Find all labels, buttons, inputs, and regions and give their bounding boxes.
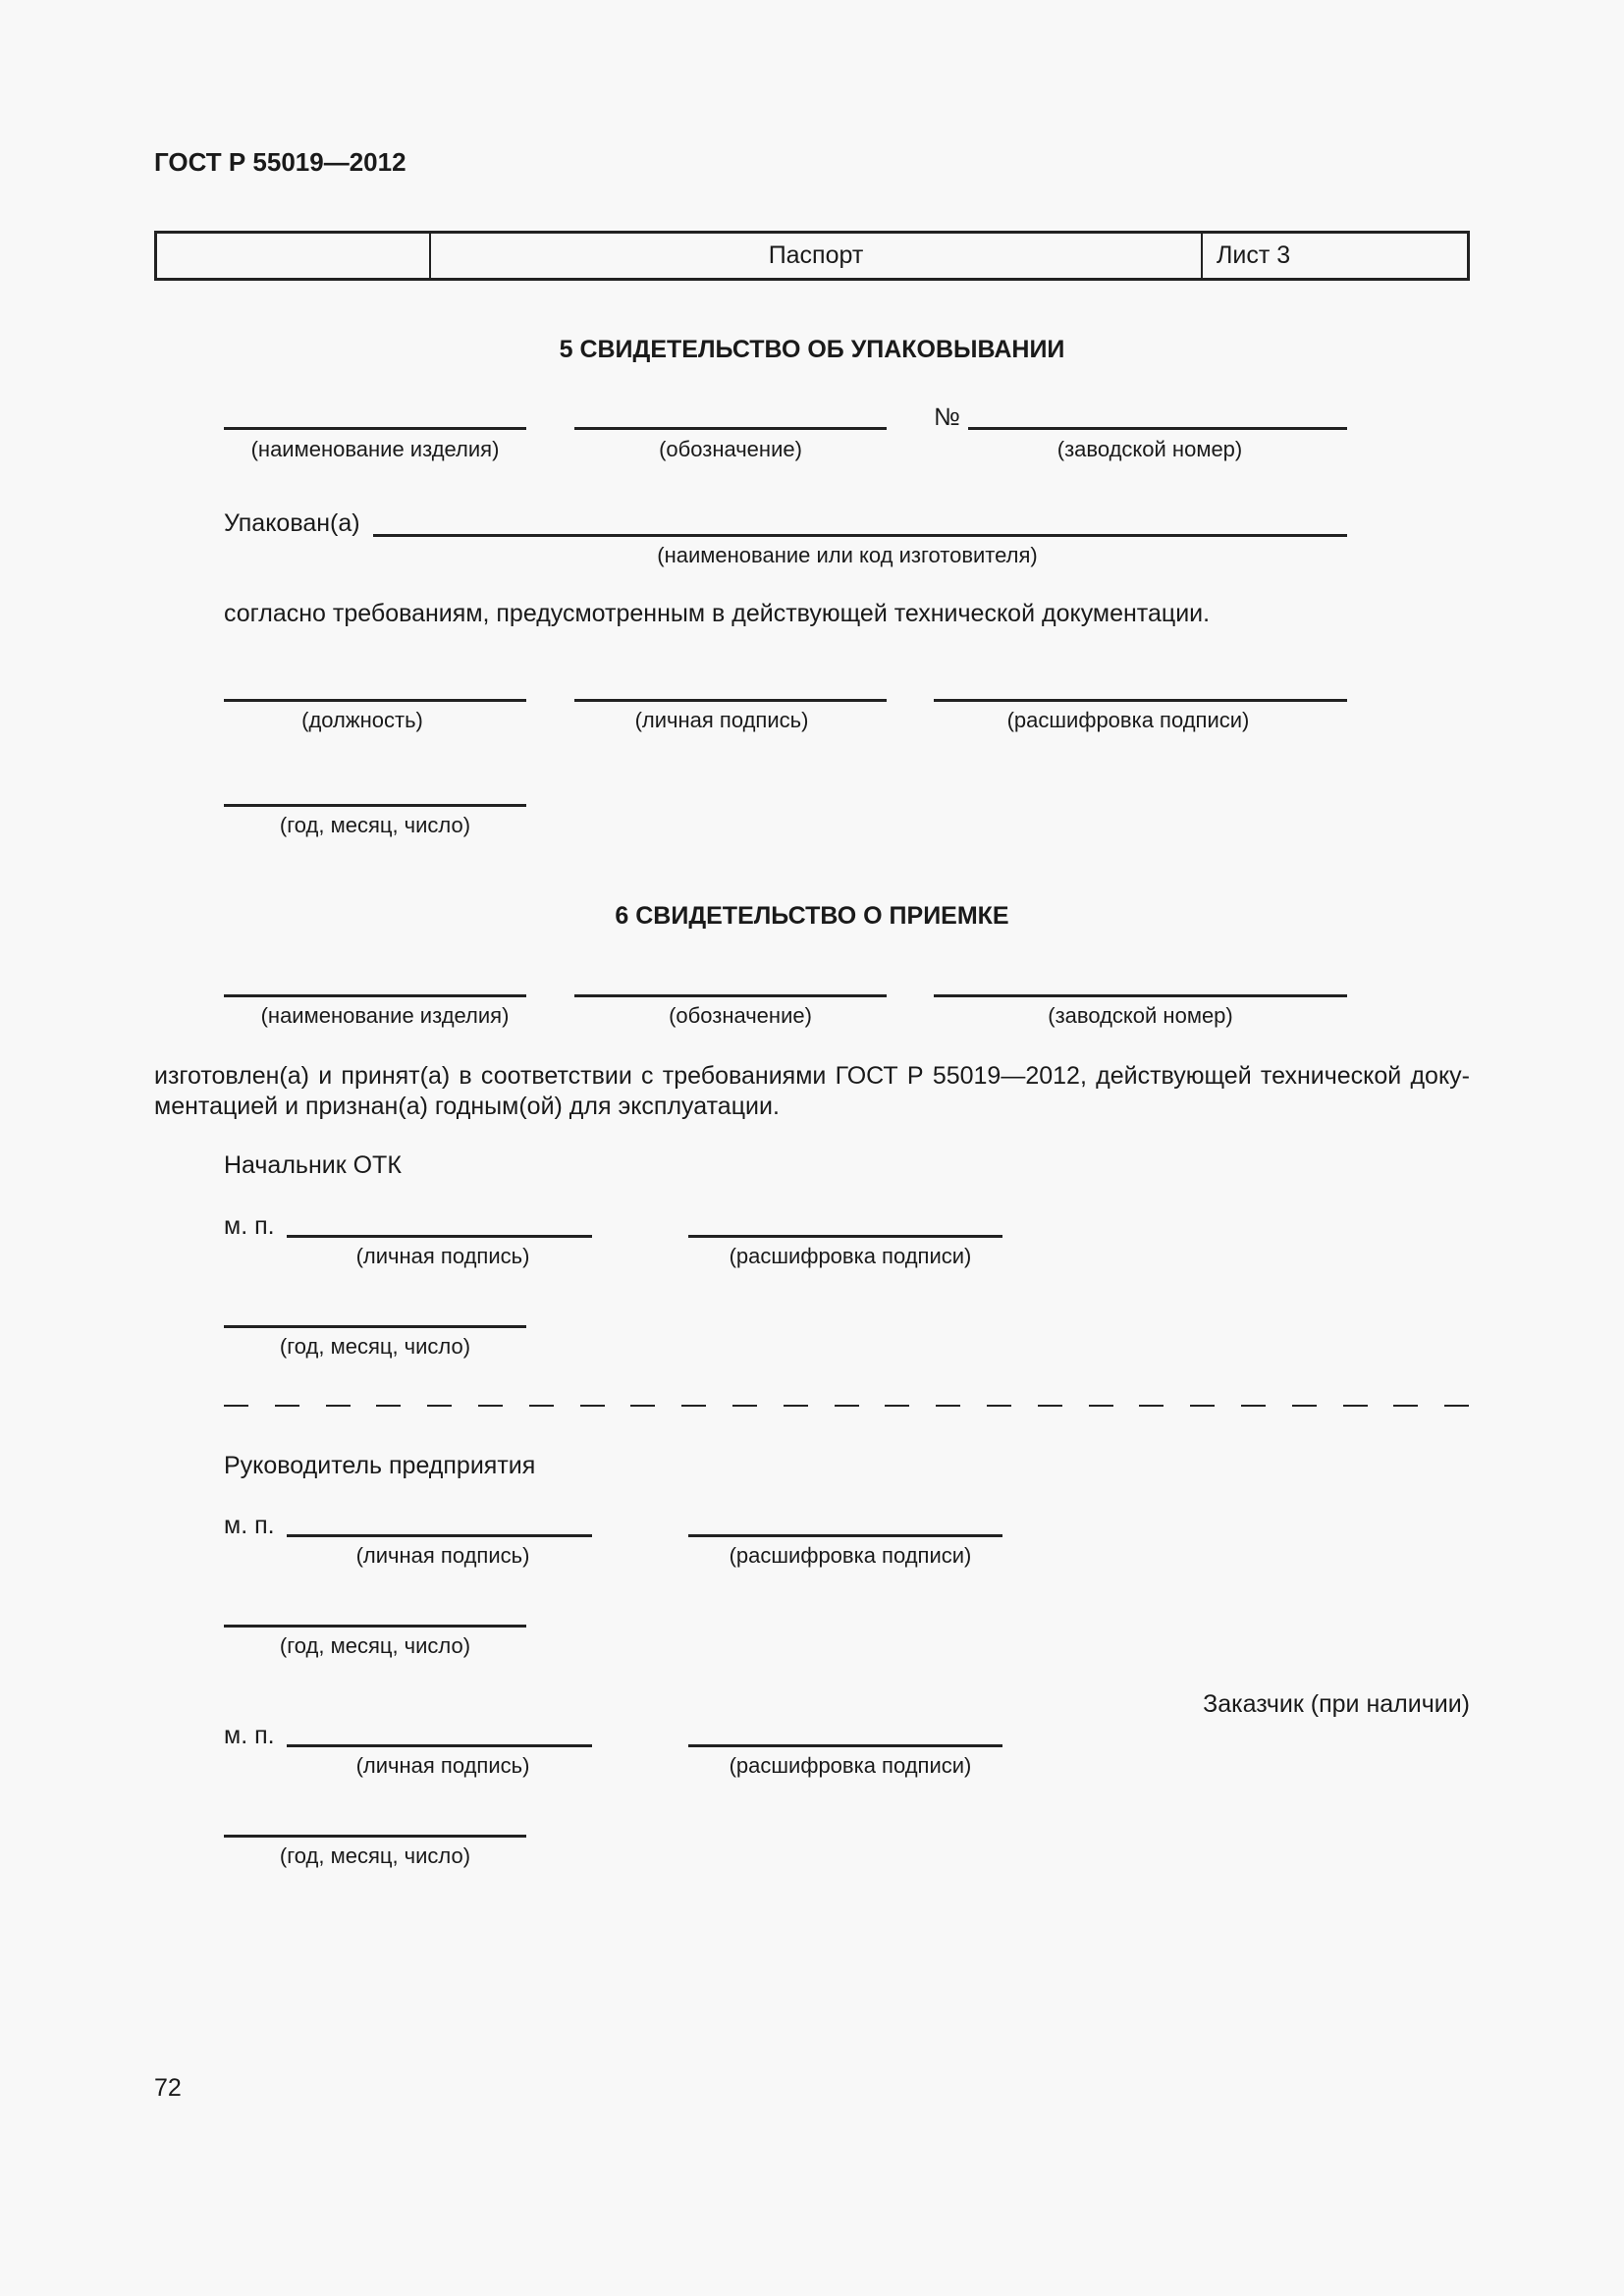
separator-dash — [1089, 1405, 1113, 1407]
caption-designation-2: (обозначение) — [669, 1003, 812, 1028]
passport-table-cell-empty — [157, 234, 431, 278]
separator-dash — [784, 1405, 808, 1407]
caption-product-name: (наименование изделия) — [250, 437, 500, 461]
field-manufacturer-line[interactable] — [373, 534, 1347, 537]
director-decode-line[interactable] — [688, 1534, 1002, 1537]
customer-title: Заказчик (при наличии) — [1203, 1690, 1470, 1718]
document-header: ГОСТ Р 55019—2012 — [154, 147, 406, 177]
caption-signature-decode: (расшифровка подписи) — [1006, 708, 1250, 732]
otk-decode-line[interactable] — [688, 1235, 1002, 1238]
customer-caption-date: (год, месяц, число) — [279, 1843, 471, 1868]
otk-title: Начальник ОТК — [224, 1151, 402, 1179]
separator-dash — [1343, 1405, 1368, 1407]
field-designation-line-2[interactable] — [574, 994, 887, 997]
customer-caption-decode: (расшифровка подписи) — [729, 1753, 972, 1778]
field-product-name-line[interactable] — [224, 427, 526, 430]
separator-dash — [1190, 1405, 1215, 1407]
separator-dash — [580, 1405, 605, 1407]
field-designation-line[interactable] — [574, 427, 887, 430]
passport-table-sheet: Лист 3 — [1217, 241, 1291, 269]
field-signature-decode-line[interactable] — [934, 699, 1347, 702]
caption-product-name-2: (наименование изделия) — [260, 1003, 510, 1028]
director-caption-date: (год, месяц, число) — [279, 1633, 471, 1658]
separator-dash — [478, 1405, 503, 1407]
director-caption-decode: (расшифровка подписи) — [729, 1543, 972, 1568]
otk-caption-date: (год, месяц, число) — [279, 1334, 471, 1359]
caption-designation: (обозначение) — [659, 437, 802, 461]
caption-date: (год, месяц, число) — [279, 813, 471, 837]
separator-dash — [529, 1405, 554, 1407]
director-signature-line[interactable] — [287, 1534, 592, 1537]
director-title: Руководитель предприятия — [224, 1452, 536, 1479]
customer-date-line[interactable] — [224, 1835, 526, 1838]
separator-dash — [630, 1405, 655, 1407]
otk-signature-line[interactable] — [287, 1235, 592, 1238]
separator-dash — [835, 1405, 859, 1407]
otk-caption-signature: (личная подпись) — [355, 1244, 530, 1268]
caption-signature: (личная подпись) — [634, 708, 809, 732]
separator-dash — [885, 1405, 909, 1407]
customer-seal-label: м. п. — [224, 1722, 275, 1749]
separator-dash — [275, 1405, 299, 1407]
field-position-line[interactable] — [224, 699, 526, 702]
separator-dash — [1444, 1405, 1469, 1407]
section6-statement: изготовлен(а) и принят(а) в соответствии с требованиями ГОСТ Р 55019—2012, действующей технической документацией и признан(а) годным(ой) для эксплуатации. — [154, 1062, 1470, 1120]
otk-caption-decode: (расшифровка подписи) — [729, 1244, 972, 1268]
separator-dash — [376, 1405, 401, 1407]
caption-position: (должность) — [301, 708, 423, 732]
separator-dash — [224, 1405, 248, 1407]
otk-date-line[interactable] — [224, 1325, 526, 1328]
separator-dash — [1393, 1405, 1418, 1407]
customer-caption-signature: (личная подпись) — [355, 1753, 530, 1778]
field-serial-number-line[interactable] — [968, 427, 1347, 430]
separator-dash — [987, 1405, 1011, 1407]
separator-dash — [1292, 1405, 1317, 1407]
caption-manufacturer: (наименование или код изготовителя) — [657, 543, 1038, 567]
separator-dash — [427, 1405, 452, 1407]
field-date-line[interactable] — [224, 804, 526, 807]
otk-seal-label: м. п. — [224, 1212, 275, 1240]
number-sign: № — [934, 403, 960, 431]
customer-signature-line[interactable] — [287, 1744, 592, 1747]
customer-decode-line[interactable] — [688, 1744, 1002, 1747]
separator-dash — [681, 1405, 706, 1407]
page-number: 72 — [154, 2074, 182, 2102]
field-serial-number-line-2[interactable] — [934, 994, 1347, 997]
separator-dash — [936, 1405, 960, 1407]
field-product-name-line-2[interactable] — [224, 994, 526, 997]
caption-serial-number-2: (заводской номер) — [1048, 1003, 1233, 1028]
separator-dash — [1139, 1405, 1164, 1407]
director-caption-signature: (личная подпись) — [355, 1543, 530, 1568]
director-date-line[interactable] — [224, 1625, 526, 1628]
director-seal-label: м. п. — [224, 1512, 275, 1539]
separator-dash — [1038, 1405, 1062, 1407]
section6-title: 6 СВИДЕТЕЛЬСТВО О ПРИЕМКЕ — [615, 902, 1009, 930]
section5-statement: согласно требованиям, предусмотренным в действующей технической документации. — [224, 600, 1211, 627]
section5-title: 5 СВИДЕТЕЛЬСТВО ОБ УПАКОВЫВАНИИ — [559, 336, 1065, 363]
field-signature-line[interactable] — [574, 699, 887, 702]
separator-dash — [326, 1405, 351, 1407]
passport-table — [154, 231, 1470, 281]
passport-table-title: Паспорт — [431, 234, 1203, 278]
caption-serial-number: (заводской номер) — [1056, 437, 1243, 461]
separator-dash — [1241, 1405, 1266, 1407]
separator-dash — [732, 1405, 757, 1407]
packed-label: Упакован(а) — [224, 509, 360, 537]
